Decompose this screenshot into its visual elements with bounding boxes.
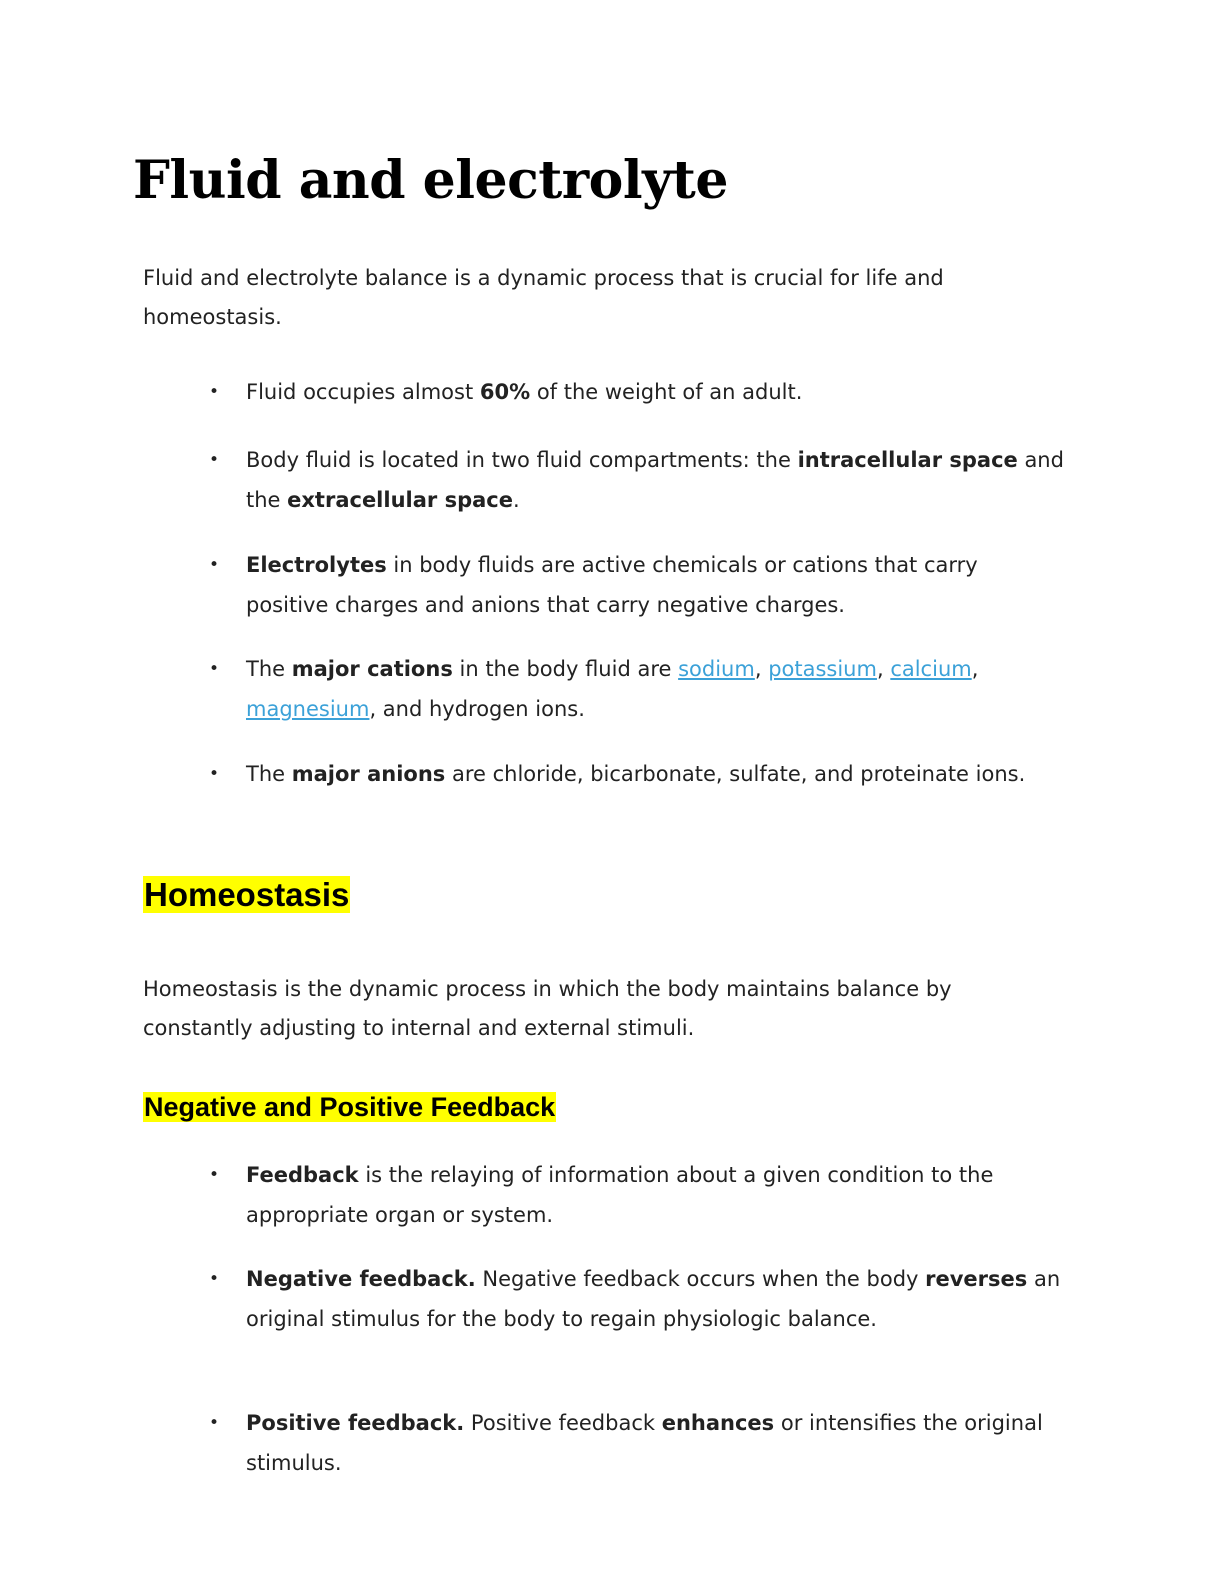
magnesium-link[interactable]: magnesium	[246, 697, 370, 721]
bold-text: Negative feedback.	[246, 1267, 476, 1291]
bold-text: Feedback	[246, 1163, 359, 1187]
sodium-link[interactable]: sodium	[678, 657, 755, 681]
list-item-text: Electrolytes in body fluids are active chemicals or cations that carry positive charges and anions that carry negative charges.	[246, 553, 978, 617]
bullet-icon: •	[209, 1269, 220, 1289]
page-title: Fluid and electrolyte	[133, 150, 728, 211]
bold-text: extracellular space	[287, 488, 513, 512]
bullet-icon: •	[209, 659, 220, 679]
bold-text: intracellular space	[797, 448, 1018, 472]
bullet-icon: •	[209, 382, 220, 402]
highlighted-heading-text: Homeostasis	[144, 876, 350, 913]
bold-text: Positive feedback.	[246, 1411, 465, 1435]
bullet-icon: •	[209, 1413, 220, 1433]
list-item-text: The major cations in the body fluid are sodium, potassium, calcium, magnesium, and hydrogen ions.	[246, 657, 979, 721]
list-item-text: Negative feedback. Negative feedback occurs when the body reverses an original stimulus for the body to regain physiologic balance.	[246, 1267, 1061, 1331]
homeostasis-paragraph: Homeostasis is the dynamic process in which the body maintains balance by constantly adjusting to internal and external stimuli.	[143, 977, 952, 1040]
list-item-text: Fluid occupies almost 60% of the weight of an adult.	[246, 380, 803, 404]
bullet-icon: •	[209, 555, 220, 575]
bullet-icon: •	[209, 1165, 220, 1185]
bold-text: Electrolytes	[246, 553, 387, 577]
calcium-link[interactable]: calcium	[890, 657, 972, 681]
bullet-icon: •	[209, 450, 220, 470]
bold-text: reverses	[925, 1267, 1028, 1291]
bold-text: enhances	[661, 1411, 775, 1435]
feedback-heading	[143, 1089, 556, 1125]
list-item-text: Feedback is the relaying of information about a given condition to the appropriate organ or system.	[246, 1163, 994, 1227]
bold-text: major anions	[291, 762, 446, 786]
highlighted-heading-text: Negative and Positive Feedback	[144, 1092, 556, 1122]
potassium-link[interactable]: potassium	[768, 657, 877, 681]
list-item-text: The major anions are chloride, bicarbonate, sulfate, and proteinate ions.	[246, 762, 1026, 786]
bullet-icon: •	[209, 764, 220, 784]
homeostasis-heading	[143, 873, 350, 917]
list-item-text: Positive feedback. Positive feedback enhances or intensifies the original stimulus.	[246, 1411, 1043, 1475]
bold-text: major cations	[291, 657, 453, 681]
bold-text: 60%	[479, 380, 531, 404]
intro-paragraph: Fluid and electrolyte balance is a dynamic process that is crucial for life and homeostasis.	[143, 266, 944, 329]
list-item-text: Body fluid is located in two fluid compartments: the intracellular space and the extracellular space.	[246, 448, 1064, 512]
